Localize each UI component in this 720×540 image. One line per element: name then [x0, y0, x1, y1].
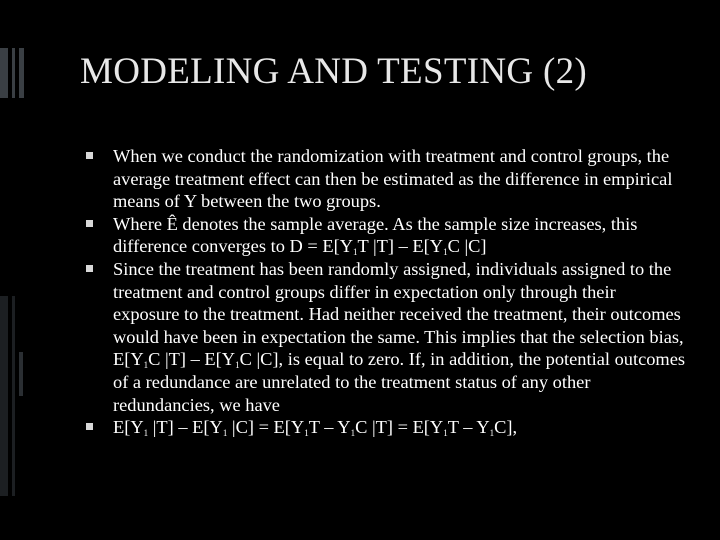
square-bullet-icon — [86, 423, 93, 430]
bullet-item — [86, 416, 686, 439]
bullet-text-run: T – Y — [447, 417, 490, 438]
bullet-item — [86, 213, 686, 258]
bullet-item — [86, 258, 686, 416]
bullet-list — [86, 145, 686, 439]
slide-title: MODELING AND TESTING (2) — [80, 51, 587, 92]
decorative-bar — [12, 296, 15, 496]
square-bullet-icon — [86, 265, 93, 272]
bullet-text-run: C], — [494, 417, 518, 438]
bullet-item — [86, 145, 686, 213]
bullet-text-run: E[Y — [113, 417, 144, 438]
subscript: 1 — [350, 428, 356, 439]
bullet-text-run: C |C] — [447, 236, 487, 257]
bullet-text-run: C |C], is equal to zero. If, in addition, the potential outcomes of a redundance are unrelated to the treatment status of any other redundancies, we have — [113, 349, 686, 415]
bullet-text-run: C |T] – E[Y — [148, 349, 236, 370]
bullet-text-run: T |T] – E[Y — [357, 236, 444, 257]
subscript: 1 — [143, 428, 149, 439]
bullet-text — [113, 214, 637, 257]
bullet-text — [113, 146, 672, 211]
bullet-text-run: C |T] = E[Y — [355, 417, 444, 438]
decorative-bar — [12, 48, 15, 98]
decorative-bar — [19, 352, 23, 396]
decorative-bar — [0, 48, 8, 98]
subscript: 1 — [222, 428, 228, 439]
subscript: 1 — [443, 247, 448, 258]
subscript: 1 — [443, 428, 448, 439]
subscript: 1 — [353, 247, 358, 258]
bullet-text-run: When we conduct the randomization with treatment and control groups, the average treatment effect can then be estimated as the difference in empirical means of Y between the two groups. — [113, 146, 673, 212]
bullet-text-run: Where Ê denotes the sample average. As the sample size increases, this difference converges to D = E[Y — [113, 213, 638, 257]
decorative-bar — [0, 296, 8, 496]
bullet-text — [113, 417, 517, 437]
bullet-text — [113, 259, 685, 415]
bullet-text-run: T – Y — [308, 417, 351, 438]
bullet-text-run: |T] – E[Y — [148, 417, 223, 438]
subscript: 1 — [143, 360, 149, 371]
subscript: 1 — [304, 428, 309, 439]
square-bullet-icon — [86, 152, 93, 159]
square-bullet-icon — [86, 220, 93, 227]
decorative-bar — [19, 48, 24, 98]
bullet-text-run: |C] = E[Y — [227, 417, 305, 438]
bullet-text-run: Since the treatment has been randomly assigned, individuals assigned to the treatment and control groups differ in expectation only through their exposure to the treatment. Had neither received the treatment, their outcomes would have been in expectation the same. This implies that the selection bias, E[Y — [113, 258, 684, 370]
subscript: 1 — [489, 428, 495, 439]
subscript: 1 — [235, 360, 240, 371]
